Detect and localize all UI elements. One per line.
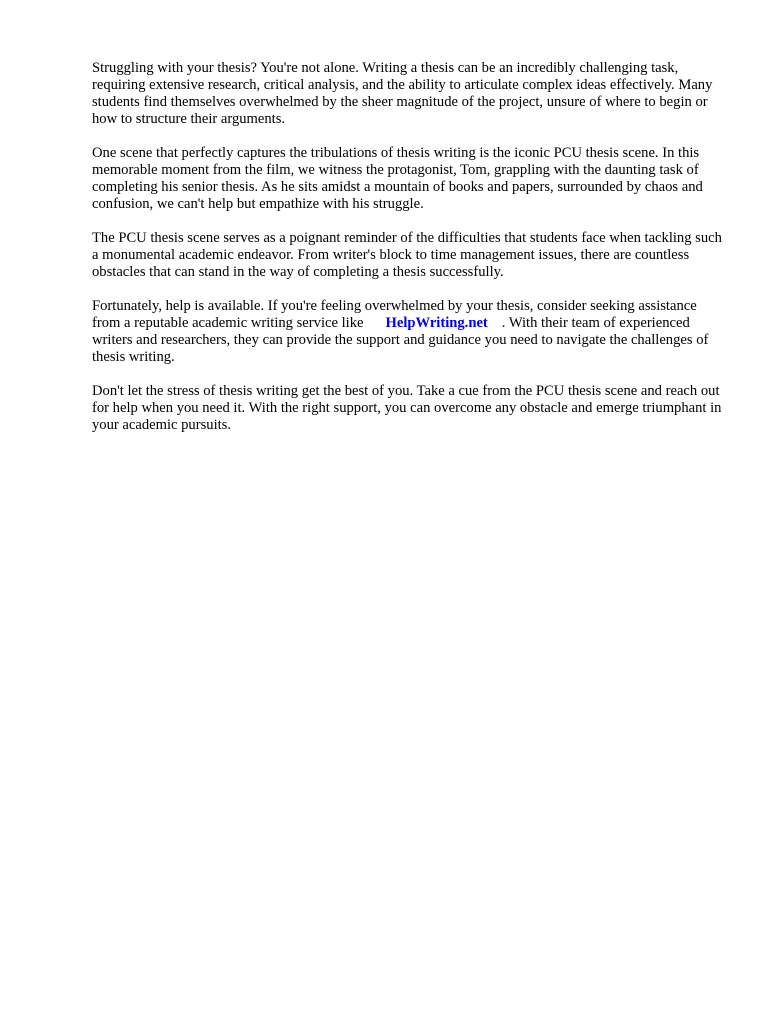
paragraph-3: The PCU thesis scene serves as a poignant reminder of the difficulties that students face when tackling such a monumental academic endeavor. From writer's block to time management issues, there are countless obstacles that can stand in the way of completing a thesis successfully.: [92, 230, 722, 280]
helpwriting-link[interactable]: HelpWriting.net: [385, 315, 488, 331]
paragraph-1: Struggling with your thesis? You're not alone. Writing a thesis can be an incredibly challenging task, requiring extensive research, critical analysis, and the ability to articulate complex ideas effectively. Many students find themselves overwhelmed by the sheer magnitude of the project, unsure of where to begin or how to structure their arguments.: [92, 60, 713, 127]
document-body: [92, 60, 724, 451]
paragraph-4-text-before-link: Fortunately, help is available. If you're feeling overwhelmed by your thesis, consider seeking assistance from a reputable academic writing service like: [92, 298, 697, 331]
paragraph-2: One scene that perfectly captures the tribulations of thesis writing is the iconic PCU thesis scene. In this memorable moment from the film, we witness the protagonist, Tom, grappling with the daunting task of completing his senior thesis. As he sits amidst a mountain of books and papers, surrounded by chaos and confusion, we can't help but empathize with his struggle.: [92, 145, 703, 212]
paragraph-4-text-after-link: . With their team of experienced writers and researchers, they can provide the support and guidance you need to navigate the challenges of thesis writing.: [92, 315, 709, 365]
paragraph-5: Don't let the stress of thesis writing get the best of you. Take a cue from the PCU thesis scene and reach out for help when you need it. With the right support, you can overcome any obstacle and emerge triumphant in your academic pursuits.: [92, 383, 722, 433]
paragraph-4: [92, 298, 724, 366]
